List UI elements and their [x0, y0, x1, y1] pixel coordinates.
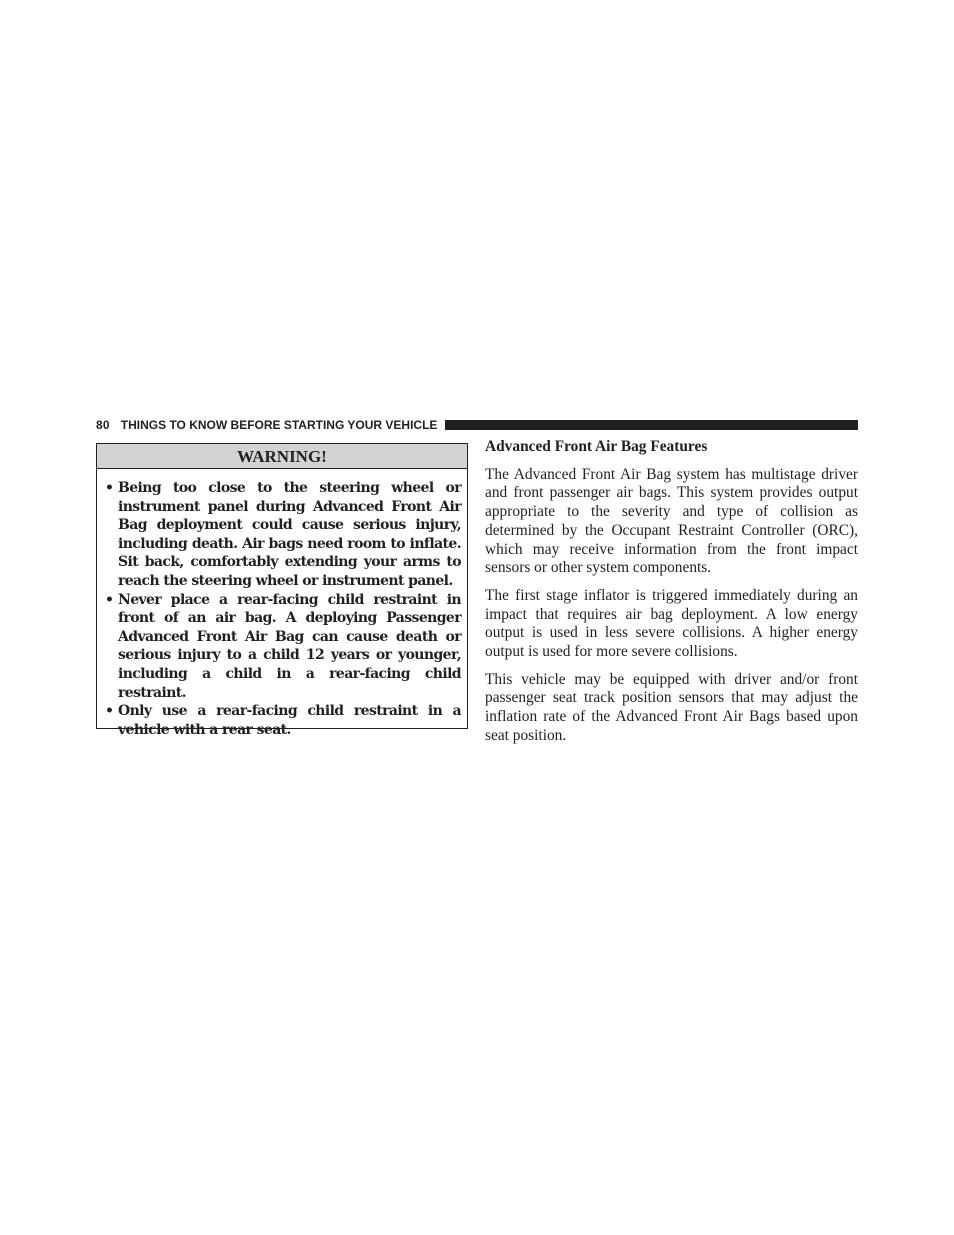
warning-item-text: Never place a rear-facing child restraint in front of an air bag. A deploying Passenger Advanced Front Air Bag can cause death or serious injury to a child 12 years or younger, including a child in a rear-facing child restraint.: [118, 591, 461, 701]
warning-item-text: Being too close to the steering wheel or instrument panel during Advanced Front Air Bag deployment could cause serious injury, including death. Air bags need room to inflate. Sit back, comfortably extending your arms to reach the steering wheel or instrument panel.: [118, 480, 461, 589]
header-rule: [445, 420, 858, 430]
warning-item: [104, 702, 461, 739]
paragraph: The first stage inflator is triggered immediately during an impact that requires air bag deployment. A low energy output is used in less severe collisions. A higher energy output is used for more severe collisions.: [485, 586, 858, 661]
bullet-icon: •: [105, 591, 114, 608]
page-header: [96, 417, 858, 433]
warning-item: [104, 479, 461, 591]
warning-item: [104, 591, 461, 703]
warning-box: [96, 443, 468, 738]
bullet-icon: •: [105, 703, 114, 720]
warning-title: WARNING!: [97, 444, 467, 469]
section-title: THINGS TO KNOW BEFORE STARTING YOUR VEHICLE: [120, 418, 438, 432]
paragraph: The Advanced Front Air Bag system has multistage driver and front passenger air bags. This system provides output appropriate to the severity and type of collision as determined by the Occupant Restraint Controller (ORC), which may receive information from the front impact sensors or other system components.: [485, 465, 858, 577]
warning-list: [97, 469, 467, 739]
warning-item-text: Only use a rear-facing child restraint in a vehicle with a rear seat.: [118, 703, 461, 738]
page-number: 80: [96, 418, 110, 432]
paragraph: This vehicle may be equipped with driver and/or front passenger seat track position sensors that may adjust the inflation rate of the Advanced Front Air Bags based upon seat position.: [485, 670, 858, 744]
bullet-icon: •: [105, 480, 114, 496]
section-heading: Advanced Front Air Bag Features: [485, 438, 708, 455]
main-column: [485, 438, 858, 755]
